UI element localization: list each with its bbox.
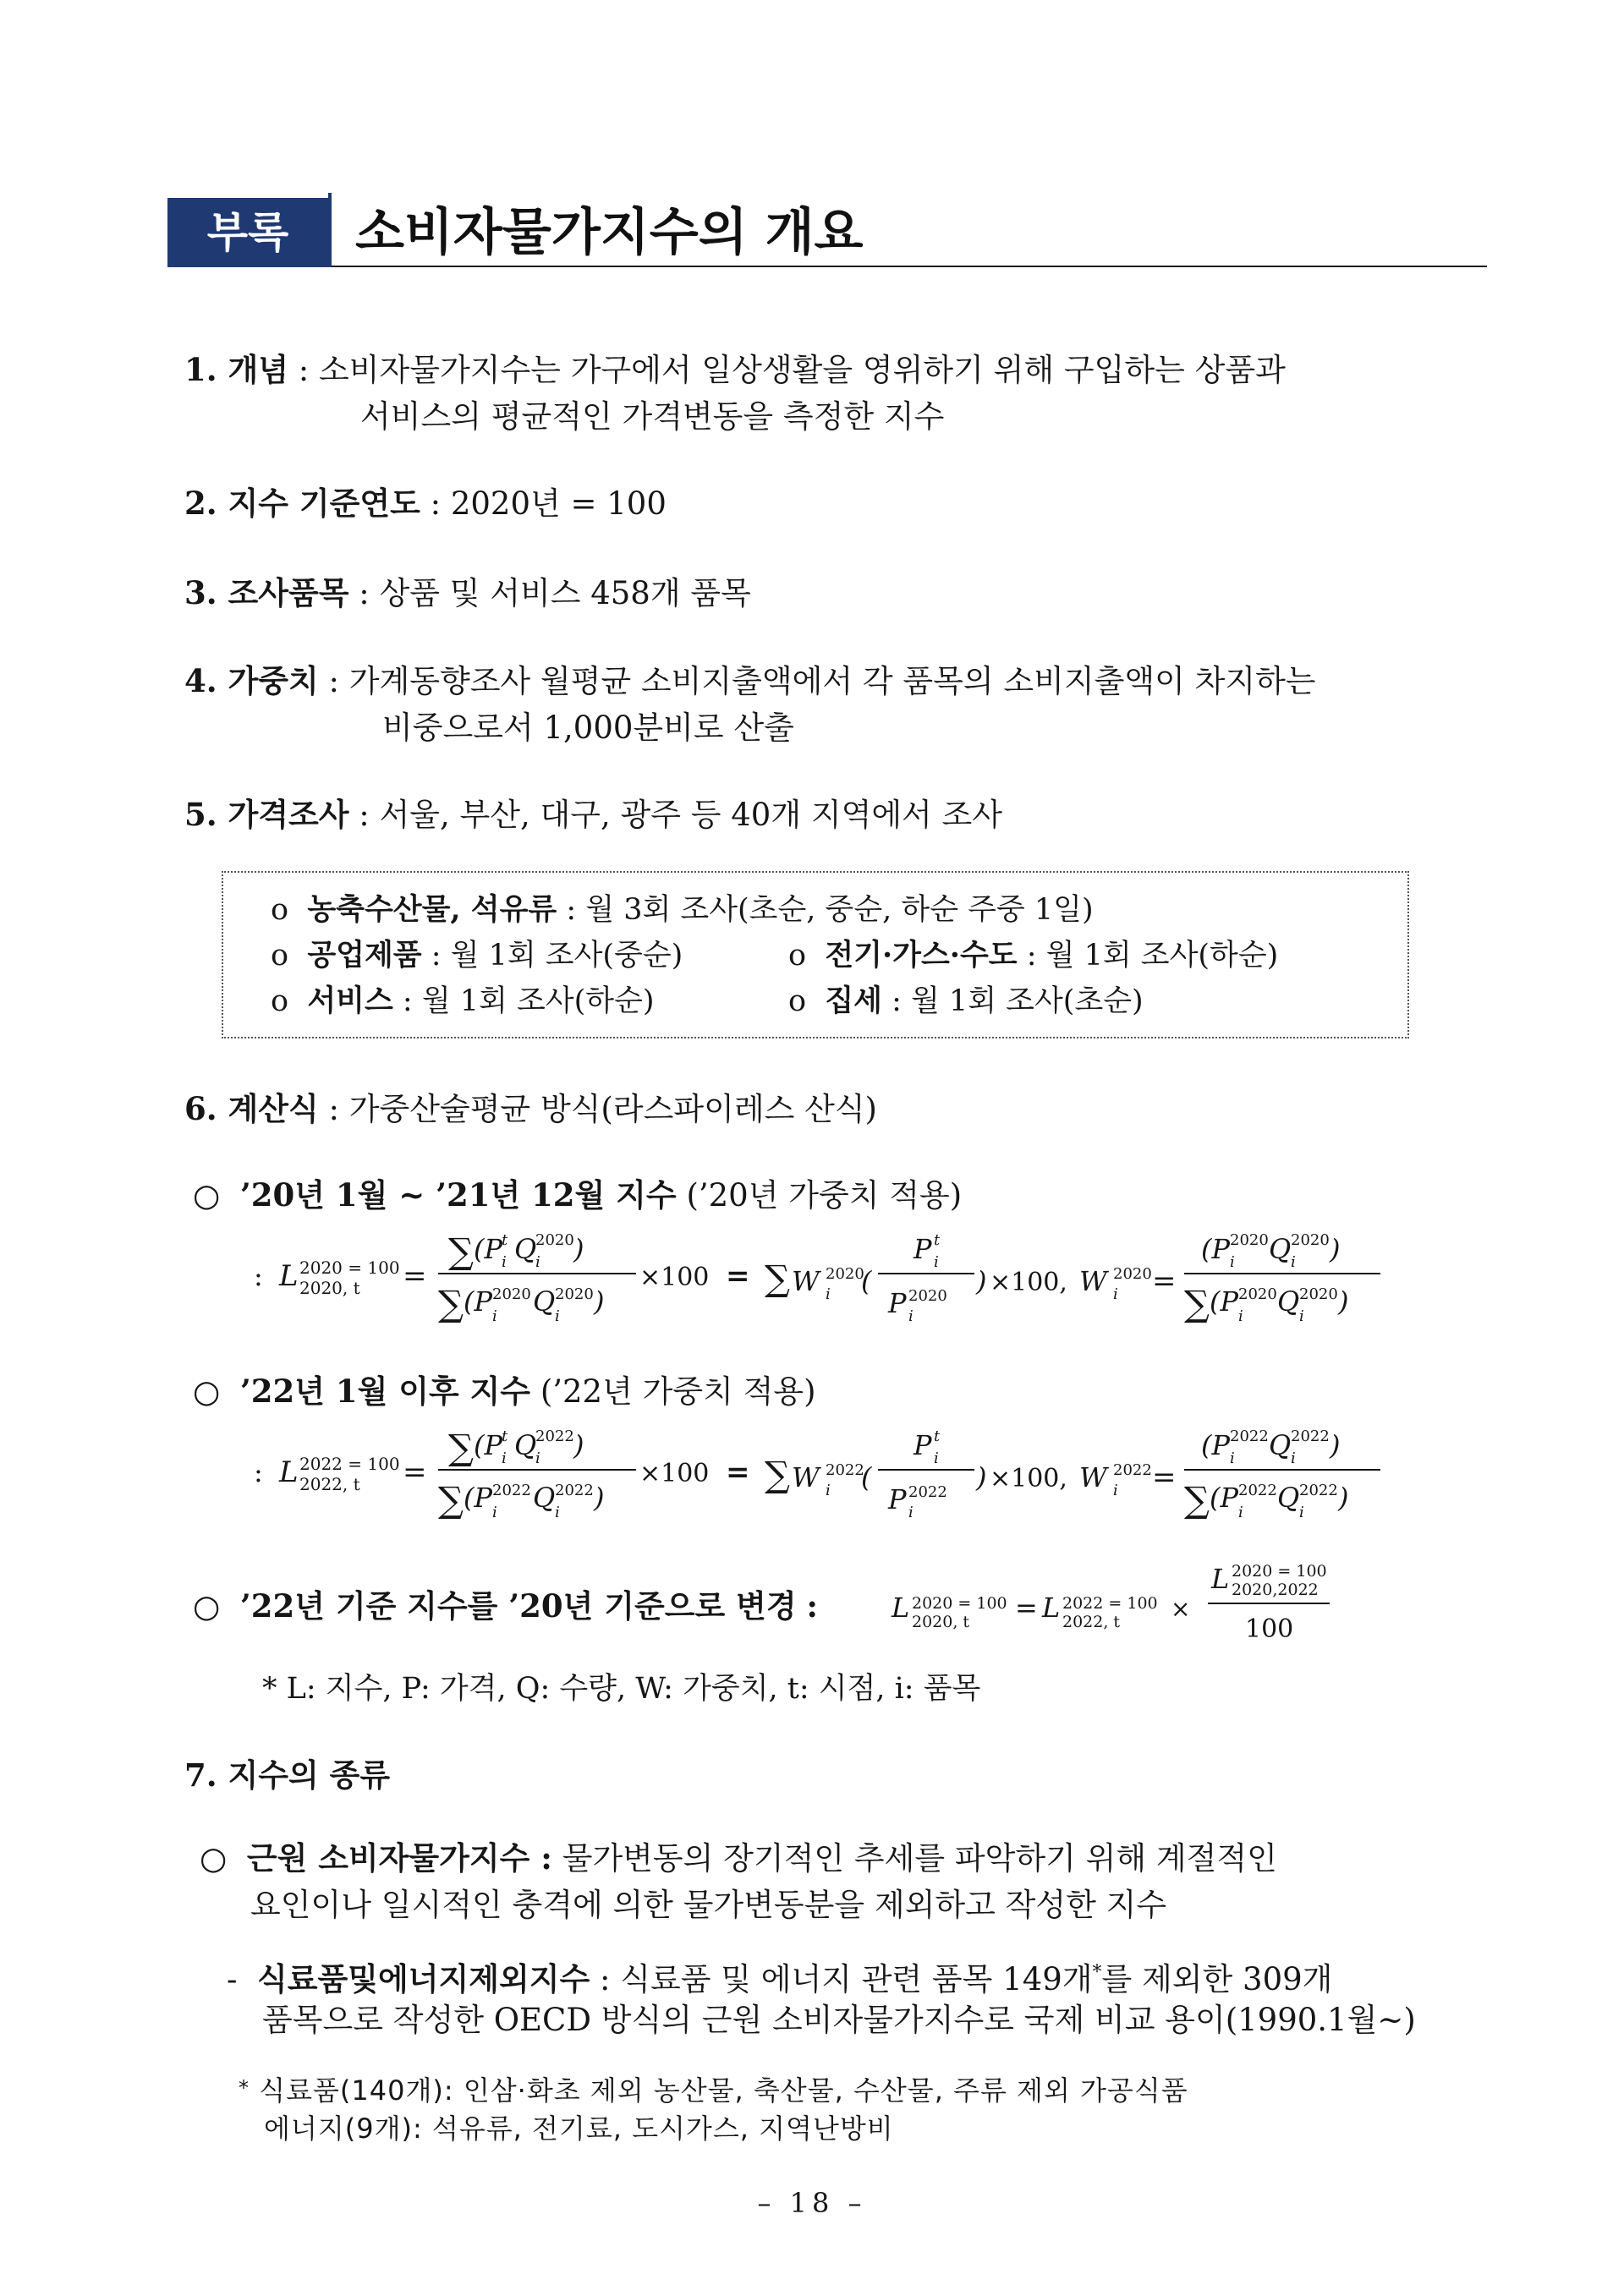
svg-text:P: P [888, 1287, 907, 1319]
section-2-label: 2. 지수 기준연도 [184, 485, 420, 522]
page-number: – 18 – [757, 2187, 867, 2219]
svg-text:×100,: ×100, [990, 1464, 1067, 1493]
svg-text:2022 = 100: 2022 = 100 [299, 1454, 400, 1474]
survey-bullet: o [271, 939, 289, 973]
svg-text:i: i [555, 1504, 560, 1521]
section-5-label: 5. 가격조사 [184, 796, 349, 833]
section-4-text-cont: 비중으로서 1,000분비로 산출 [382, 710, 794, 746]
svg-text:=: = [1015, 1592, 1038, 1624]
formula-2-heading [193, 1368, 816, 1415]
svg-text:2020: 2020 [1238, 1285, 1277, 1303]
section-6-text: : 가중산술평균 방식(라스파이레스 산식) [328, 1091, 877, 1127]
svg-text:×100,: ×100, [990, 1268, 1067, 1297]
svg-text:): ) [1338, 1285, 1349, 1318]
svg-text:2022: 2022 [1113, 1461, 1152, 1479]
svg-text:=: = [1152, 1460, 1177, 1494]
svg-text:2020: 2020 [535, 1231, 574, 1249]
survey-row-rent [788, 979, 1144, 1023]
core-index-text-cont: 요인이나 일시적인 충격에 의한 물가변동분을 제외하고 작성한 지수 [250, 1887, 1167, 1923]
section-4-text: : 가계동향조사 월평균 소비지출액에서 각 품목의 소비지출액이 차지하는 [328, 663, 1316, 699]
svg-text:2020 = 100: 2020 = 100 [912, 1594, 1007, 1613]
svg-text:L: L [1042, 1592, 1061, 1624]
svg-text:∑: ∑ [1184, 1479, 1210, 1521]
svg-text:i: i [908, 1504, 914, 1521]
formula-3-heading [193, 1583, 818, 1630]
footnote-food [239, 2069, 1188, 2110]
footnote-star: * [1092, 1962, 1102, 1983]
svg-text:): ) [1338, 1482, 1349, 1514]
core-index-label: 근원 소비자물가지수 : [246, 1839, 552, 1877]
appendix-badge: 부록 [167, 198, 328, 267]
svg-text:Q: Q [1277, 1285, 1300, 1318]
svg-text:Q: Q [514, 1429, 537, 1461]
survey-bullet: o [271, 893, 289, 927]
svg-text:2022: 2022 [1291, 1427, 1330, 1445]
svg-text:i: i [826, 1285, 831, 1303]
survey-row-industrial-label: 공업제품 [307, 938, 422, 973]
survey-row-utilities-text: : 월 1회 조사(하순) [1026, 939, 1279, 973]
svg-text:P: P [914, 1429, 932, 1461]
appendix-header [167, 193, 1487, 267]
section-7-label: 7. 지수의 종류 [184, 1756, 391, 1794]
svg-text:2020: 2020 [908, 1287, 947, 1305]
svg-text:i: i [1113, 1285, 1118, 1303]
svg-text:2022: 2022 [1299, 1482, 1338, 1499]
section-3-label: 3. 조사품목 [184, 574, 349, 611]
section-1-text-cont: 서비스의 평균적인 가격변동을 측정한 지수 [360, 398, 945, 435]
svg-text:i: i [492, 1307, 497, 1325]
svg-text:2022: 2022 [1230, 1427, 1269, 1445]
svg-text:2020: 2020 [1230, 1231, 1269, 1249]
svg-text:i: i [502, 1449, 507, 1467]
formula-3-bullet: ○ [193, 1588, 221, 1625]
svg-text:W: W [792, 1265, 820, 1297]
ex-food-energy-text-cont: 품목으로 작성한 OECD 방식의 근원 소비자물가지수로 국제 비교 용이(1990.1월~) [262, 2002, 1416, 2038]
survey-row-utilities [788, 934, 1278, 978]
svg-text:i: i [535, 1449, 540, 1467]
ex-food-energy-item [227, 1950, 1332, 2003]
svg-text:(P: (P [464, 1285, 493, 1318]
core-index-bullet: ○ [200, 1840, 228, 1877]
svg-text:i: i [934, 1449, 939, 1467]
svg-text:i: i [934, 1253, 939, 1271]
svg-text:=: = [1152, 1264, 1177, 1298]
svg-text:): ) [976, 1461, 987, 1493]
badge-divider [328, 193, 332, 267]
formula-2-bullet: ○ [193, 1373, 221, 1410]
survey-row-agri-text: : 월 3회 조사(초순, 중순, 하순 주중 1일) [566, 893, 1094, 927]
svg-text:(P: (P [1210, 1285, 1239, 1318]
svg-text:2022: 2022 [908, 1483, 947, 1501]
section-6-label: 6. 계산식 [184, 1090, 319, 1127]
survey-row-rent-text: : 월 1회 조사(초순) [892, 984, 1144, 1018]
svg-text:2020: 2020 [1113, 1265, 1152, 1283]
survey-row-industrial [271, 934, 683, 978]
svg-text:Q: Q [533, 1285, 556, 1318]
svg-text:2020, t: 2020, t [912, 1613, 970, 1631]
survey-bullet: o [271, 984, 289, 1018]
svg-text:i: i [1230, 1449, 1235, 1467]
svg-text:∑: ∑ [1184, 1283, 1210, 1324]
svg-text:∑: ∑ [438, 1479, 464, 1521]
survey-row-agri-label: 농축수산물, 석유류 [307, 892, 557, 927]
svg-text:2022: 2022 [555, 1482, 594, 1499]
svg-text:2020: 2020 [1291, 1231, 1330, 1249]
ex-food-energy-text: : 식료품 및 에너지 관련 품목 149개 [599, 1961, 1093, 1997]
svg-text:P: P [888, 1483, 907, 1515]
ex-food-energy-dash: - [227, 1961, 238, 1997]
svg-text:∑: ∑ [438, 1283, 464, 1324]
survey-row-services-text: : 월 1회 조사(하순) [402, 984, 655, 1018]
svg-text:2022: 2022 [1238, 1482, 1277, 1499]
svg-text:2020,2022: 2020,2022 [1232, 1581, 1319, 1599]
footnote-food-text: 식료품(140개): 인삼·화초 제외 농산물, 축산물, 수산물, 주류 제외 가공식품 [259, 2074, 1188, 2107]
svg-text:2020: 2020 [1299, 1285, 1338, 1303]
svg-text:i: i [1238, 1504, 1243, 1521]
page-title: 소비자물가지수의 개요 [355, 203, 864, 262]
ex-food-energy-label: 식료품및에너지제외지수 [257, 1960, 590, 1997]
svg-text:(P: (P [464, 1482, 493, 1514]
svg-text:i: i [1113, 1482, 1118, 1499]
formula-1-bullet: ○ [193, 1177, 221, 1214]
formula-legend-note: * L: 지수, P: 가격, Q: 수량, W: 가중치, t: 시점, i: 품목 [262, 1672, 981, 1706]
svg-text:(: ( [861, 1461, 872, 1493]
svg-text:t: t [934, 1427, 941, 1445]
section-5 [184, 792, 1002, 838]
section-1-label: 1. 개념 [184, 351, 288, 388]
svg-text:∑: ∑ [448, 1427, 474, 1468]
formula-2-note: (’22년 가중치 적용) [540, 1373, 816, 1410]
section-2-text: : 2020년 = 100 [430, 485, 667, 522]
svg-text:=: = [403, 1259, 427, 1293]
svg-text::: : [254, 1260, 263, 1292]
svg-text:2022: 2022 [826, 1461, 864, 1479]
svg-text:(P: (P [1201, 1233, 1231, 1265]
svg-text:i: i [1299, 1504, 1304, 1521]
svg-text:×100: ×100 [639, 1263, 710, 1292]
survey-row-services-label: 서비스 [307, 984, 393, 1018]
formula-1-heading [193, 1172, 962, 1219]
svg-text:i: i [502, 1253, 507, 1271]
core-index-text: 물가변동의 장기적인 추세를 파악하기 위해 계절적인 [562, 1840, 1277, 1877]
svg-text:2022: 2022 [492, 1482, 531, 1499]
svg-text:∑: ∑ [765, 1258, 790, 1299]
svg-text:∑: ∑ [765, 1454, 790, 1495]
svg-text:(: ( [861, 1265, 872, 1297]
survey-row-rent-label: 집세 [825, 984, 882, 1018]
svg-text:(P: (P [1201, 1429, 1231, 1461]
svg-text:Q: Q [1269, 1233, 1292, 1265]
svg-text:i: i [1238, 1307, 1243, 1325]
svg-text:t: t [502, 1427, 508, 1445]
formula-1-equation [245, 1221, 1413, 1331]
svg-text:(P: (P [474, 1429, 503, 1461]
svg-text:2020, t: 2020, t [299, 1278, 360, 1298]
formula-3-equation [888, 1553, 1362, 1651]
svg-text:P: P [914, 1233, 932, 1265]
svg-text:2022, t: 2022, t [1062, 1613, 1121, 1631]
svg-text:100: 100 [1245, 1614, 1294, 1644]
formula-2-label: ’22년 1월 이후 지수 [239, 1373, 531, 1410]
svg-text:×: × [1171, 1595, 1191, 1623]
svg-text:L: L [1211, 1563, 1230, 1595]
svg-text:2020 = 100: 2020 = 100 [1232, 1562, 1327, 1581]
svg-text:): ) [573, 1429, 584, 1461]
svg-text:W: W [1079, 1461, 1107, 1493]
svg-text:2020: 2020 [492, 1285, 531, 1303]
section-5-text: : 서울, 부산, 대구, 광주 등 40개 지역에서 조사 [359, 797, 1003, 833]
svg-text:i: i [535, 1253, 540, 1271]
survey-row-agri [271, 888, 1094, 932]
svg-text:Q: Q [1269, 1429, 1292, 1461]
svg-text:Q: Q [514, 1233, 537, 1265]
section-1 [184, 347, 1286, 393]
svg-text:=: = [403, 1455, 427, 1489]
svg-text:i: i [492, 1504, 497, 1521]
svg-text:): ) [1330, 1429, 1341, 1461]
survey-row-industrial-text: : 월 1회 조사(중순) [431, 939, 683, 973]
section-4-label: 4. 가중치 [184, 662, 319, 699]
section-1-text: : 소비자물가지수는 가구에서 일상생활을 영위하기 위해 구입하는 상품과 [298, 352, 1286, 388]
svg-text:): ) [594, 1285, 605, 1318]
survey-row-utilities-label: 전기·가스·수도 [825, 938, 1018, 973]
svg-text:i: i [1299, 1307, 1304, 1325]
formula-3-label: ’22년 기준 지수를 ’20년 기준으로 변경 [239, 1587, 797, 1625]
svg-text:i: i [1230, 1253, 1235, 1271]
svg-text:∑: ∑ [448, 1230, 474, 1272]
svg-text:W: W [792, 1461, 820, 1493]
formula-2-equation [245, 1417, 1413, 1527]
svg-text:t: t [502, 1231, 508, 1249]
section-2 [184, 480, 667, 527]
svg-text:L: L [279, 1455, 299, 1489]
formula-1-label: ’20년 1월 ~ ’21년 12월 지수 [239, 1176, 677, 1214]
svg-text:i: i [555, 1307, 560, 1325]
section-7 [184, 1752, 390, 1799]
svg-text:i: i [1291, 1253, 1296, 1271]
formula-3-colon: : [806, 1587, 819, 1625]
svg-text:W: W [1079, 1265, 1107, 1297]
formula-1-note: (’20년 가중치 적용) [686, 1177, 963, 1214]
section-3 [184, 570, 751, 616]
svg-text:=: = [726, 1259, 750, 1293]
svg-text:): ) [1330, 1233, 1341, 1265]
svg-text:i: i [908, 1307, 914, 1325]
svg-text:L: L [279, 1259, 299, 1293]
svg-text:=: = [726, 1455, 750, 1489]
survey-row-services [271, 979, 655, 1023]
footnote-energy: 에너지(9개): 석유류, 전기료, 도시가스, 지역난방비 [264, 2112, 894, 2145]
svg-text:×100: ×100 [639, 1459, 710, 1488]
svg-text:2020 = 100: 2020 = 100 [299, 1258, 400, 1278]
svg-text:L: L [892, 1592, 910, 1624]
svg-text:): ) [573, 1233, 584, 1265]
section-3-text: : 상품 및 서비스 458개 품목 [359, 575, 751, 611]
svg-text:(P: (P [474, 1233, 503, 1265]
svg-text:t: t [934, 1231, 941, 1249]
svg-text:(P: (P [1210, 1482, 1239, 1514]
svg-text:i: i [826, 1482, 831, 1499]
svg-text:Q: Q [533, 1482, 556, 1514]
svg-text:2022 = 100: 2022 = 100 [1062, 1594, 1158, 1613]
svg-text:2020: 2020 [826, 1265, 864, 1283]
svg-text:2022, t: 2022, t [299, 1474, 360, 1494]
svg-text:Q: Q [1277, 1482, 1300, 1514]
section-6 [184, 1086, 877, 1132]
svg-text:2020: 2020 [555, 1285, 594, 1303]
svg-text:2022: 2022 [535, 1427, 574, 1445]
core-index-item [200, 1835, 1277, 1882]
survey-bullet: o [788, 939, 807, 973]
footnote-marker: * [239, 2076, 250, 2100]
svg-text:): ) [976, 1265, 987, 1297]
section-4 [184, 658, 1316, 704]
survey-bullet: o [788, 984, 807, 1018]
ex-food-energy-text-b: 를 제외한 309개 [1101, 1961, 1333, 1997]
svg-text:i: i [1291, 1449, 1296, 1467]
svg-text:): ) [594, 1482, 605, 1514]
svg-text::: : [254, 1456, 263, 1488]
